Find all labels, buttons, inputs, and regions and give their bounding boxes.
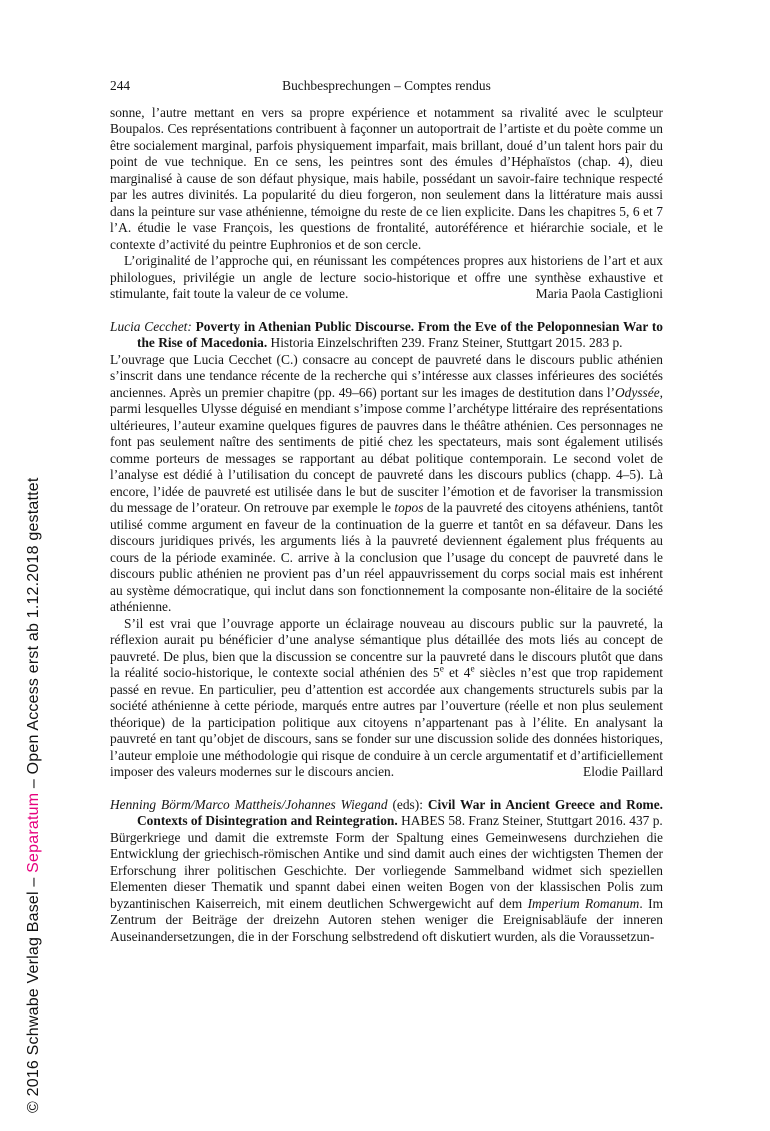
paragraph-text: S’il est vrai que l’ouvrage apporte un éclairage nouveau au discours public sur la pauvreté, la réflexion aurait pu bénéficier d’une analyse sémantique plus détaillée des mots liés au concept de pauvreté. De plus, bien que la discussion se concentre sur la pauvreté dans le discours plutôt que dans la réalité socio-historique, le contexte social athénien des 5e et 4e siècles n’est que trop rapidement passé en revue. En particulier, peu d’attention est accordée aux changements structurels subis par la société athénienne à cette période, marqués entre autres par l’ouverture (réelle et non plus seulement théorique) de la participation politique aux citoyens n’appartenant pas à l’élite. En analysant la pauvreté en tant qu’objet de discours, sans se fonder sur une discussion solide des données historiques, l’auteur emploie une méthodologie qui risque de conduire à un cercle argumentatif et d’artificiellement imposer des valeurs modernes sur le discours ancien. (110, 615, 663, 779)
review-paragraph: Bürgerkriege und damit die extremste Form der Spaltung eines Gemeinwesens durchziehen die Entwicklung der griechisch-römischen Antike und sind damit auch eines der wichtigsten Themen der Erforschung ihrer politischen Geschichte. Der vorliegende Sammelband widmet sich speziellen Elementen dieser Thematik und spannt dabei einen weiten Bogen von der klassischen Polis zum byzantinischen Kaiserreich, mit einem deutlichen Schwergewicht auf dem Imperium Romanum. Im Zentrum der Beiträge der dreizehn Autoren stehen weniger die Ereignisabläufe der inneren Auseinandersetzungen, die in der Forschung selbstredend oft diskutiert wurden, als die Voraussetzun- (110, 829, 664, 944)
paragraph-text: L’originalité de l’approche qui, en réunissant les compétences propres aux historiens de l’art et aux philologues, privilégie un angle de lecture socio-historique et offre une synthèse exhaustive et stimulante, fait toute la valeur de ce volume. (110, 253, 663, 301)
review-paragraph (110, 616, 663, 781)
review-paragraph: sonne, l’autre mettant en vers sa propre expérience et notamment sa rivalité avec le sculpteur Boupalos. Ces représentations contribuent à façonner un autoportrait de l’artiste et du poète comme un être socialement marginal, parfois physiquement imparfait, mais brillant, doué d’un talent hors pair du point de vue technique. En ce sens, les peintres sont des émules d’Héphaïstos (chap. 4), dieu marginalisé à cause de son défaut physique, mais habile, possédant un savoir-faire technique respecté par les autres divinités. La popularité du dieu forgeron, non seulement dans la littérature mais aussi dans la peinture sur vase athénienne, témoigne du reste de ce lien explicite. Dans les chapitres 5, 6 et 7 l’A. étudie le vase François, les questions de frontalité, autoréférence et hiérarchie sociale, et le contexte d’activité du peintre Euphronios et de son cercle. (110, 104, 663, 252)
page-number: 244 (110, 78, 131, 93)
review-paragraph (110, 253, 663, 303)
text-column (110, 78, 663, 945)
separatum-label: Separatum (25, 792, 42, 873)
running-header (110, 78, 663, 95)
open-access-text: – Open Access erst ab 1.12.2018 gestattet (25, 477, 42, 793)
copyright-text: © 2016 Schwabe Verlag Basel – (25, 872, 42, 1113)
running-title: Buchbesprechungen – Comptes rendus (282, 78, 491, 93)
review-heading: Lucia Cecchet: Poverty in Athenian Public Discourse. From the Eve of the Peloponnesian War to the Rise of Macedonia. Historia Einzelschriften 239. Franz Steiner, Stuttgart 2015. 283 p. (110, 318, 664, 350)
review-paragraph: L’ouvrage que Lucia Cecchet (C.) consacre au concept de pauvreté dans le discours public athénien s’inscrit dans une tendance récente de la recherche qui s’intéresse aux classes inférieures des sociétés anciennes. Après un premier chapitre (pp. 49–66) portant sur les images de destitution dans l’Odyssée, parmi lesquelles Ulysse déguisé en mendiant s’impose comme l’archétype littéraire des représentations ultérieures, l’auteur examine quelques figures de pauvres dans le théâtre athénien. Ces personnages ne font pas seulement naître des sentiments de pitié chez les spectateurs, mais sont également utilisés comme porteurs de messages se rapportant au débat politique contemporain. Le second volet de l’analyse est dédié à l’utilisation du concept de pauvreté dans les discours publics (chapp. 4–5). Là encore, l’idée de pauvreté est utilisée dans le but de susciter l’émotion et de favoriser la transmission du message de l’orateur. On retrouve par exemple le topos de la pauvreté des citoyens athéniens, tantôt utilisé comme argument en faveur de la continuation de la guerre et tantôt en sa défaveur. Dans les discours juridiques privés, les arguments liés à la pauvreté deviennent également plus fréquents au cours de la période examinée. C. arrive à la conclusion que l’usage du concept de pauvreté dans le discours public athénien ne provient pas d’un réel appauvrissement du corps social mais est inhérent au système démocratique, qui inclut dans son fonctionnement la composante non-élitaire de la société athénienne. (110, 351, 663, 614)
vertical-imprint (25, 477, 43, 1113)
reviewer-signature: Elodie Paillard (583, 764, 663, 779)
reviewer-signature: Maria Paola Castiglioni (535, 286, 663, 301)
review-heading: Henning Börm/Marco Mattheis/Johannes Wiegand (eds): Civil War in Ancient Greece and Rome. Contexts of Disintegration and Reintegration. HABES 58. Franz Steiner, Stuttgart 2016. 437 p. (110, 796, 663, 828)
